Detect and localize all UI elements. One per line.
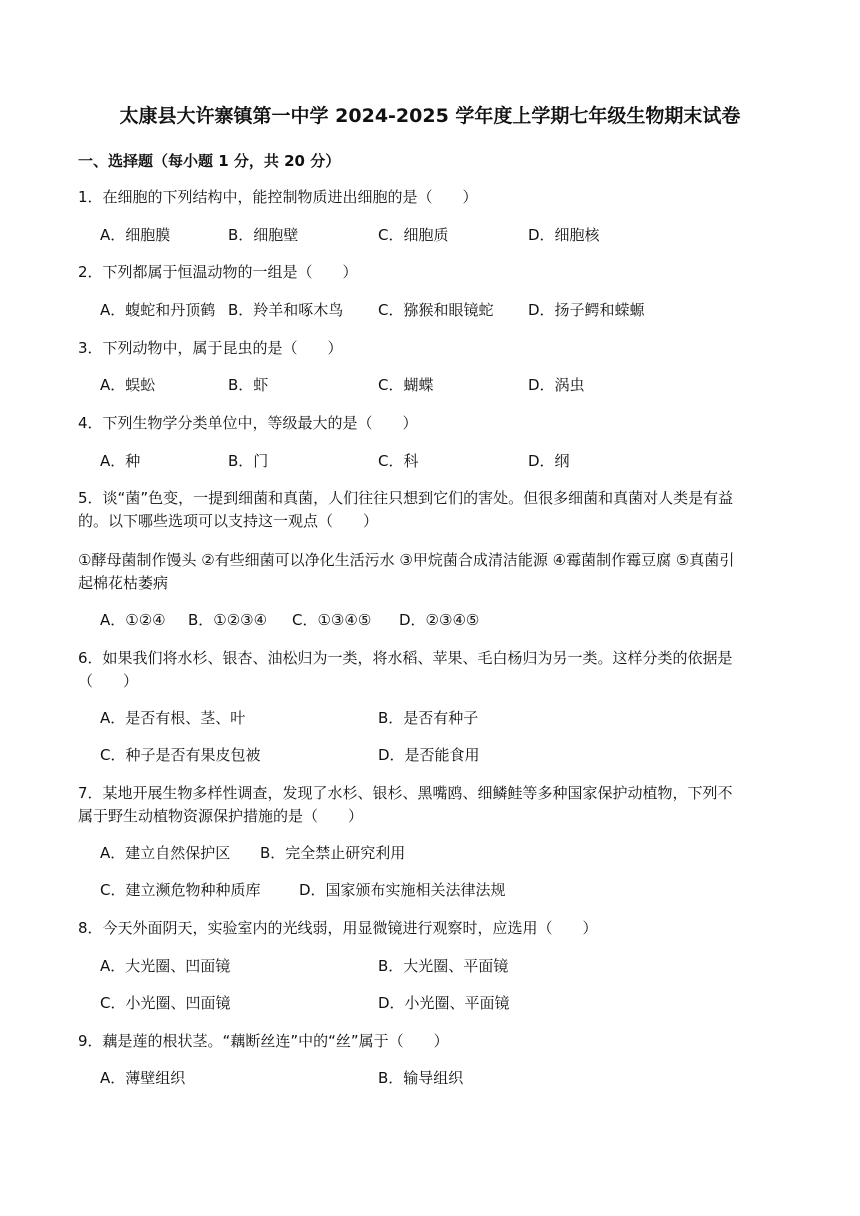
question-5-stem-line-1: 5．谈“菌”色变，一提到细菌和真菌，人们往往只想到它们的害处。但很多细菌和真菌对人类是有益 (78, 489, 734, 507)
q7-option-a: A．建立自然保护区 (100, 844, 231, 862)
q1-option-d: D．细胞核 (528, 226, 600, 244)
q1-option-a: A．细胞膜 (100, 226, 171, 244)
q6-option-d: D．是否能食用 (378, 746, 480, 764)
q3-option-a: A．蜈蚣 (100, 376, 156, 394)
question-6-stem-line-1: 6．如果我们将水杉、银杏、油松归为一类，将水稻、苹果、毛白杨归为另一类。这样分类的依据是 (78, 649, 733, 667)
question-1-stem: 1．在细胞的下列结构中，能控制物质进出细胞的是（ ） (78, 188, 478, 206)
question-3-stem: 3．下列动物中，属于昆虫的是（ ） (78, 339, 343, 357)
question-8-stem: 8．今天外面阴天，实验室内的光线弱，用显微镜进行观察时，应选用（ ） (78, 919, 598, 937)
section-heading: 一、选择题（每小题 1 分，共 20 分） (78, 152, 341, 170)
q3-option-b: B．虾 (228, 376, 269, 394)
q4-option-d: D．纲 (528, 452, 570, 470)
question-5-stem-line-2: 的。以下哪些选项可以支持这一观点（ ） (78, 512, 379, 530)
q6-option-c: C．种子是否有果皮包被 (100, 746, 261, 764)
q3-option-c: C．蝴蝶 (378, 376, 434, 394)
q9-option-a: A．薄壁组织 (100, 1069, 186, 1087)
q5-option-b: B．①②③④ (188, 611, 268, 629)
q1-option-b: B．细胞壁 (228, 226, 299, 244)
question-6-stem-line-2: （ ） (78, 672, 139, 690)
q7-option-d: D．国家颁布实施相关法律法规 (299, 881, 506, 899)
q1-option-c: C．细胞质 (378, 226, 449, 244)
q2-option-d: D．扬子鳄和蝾螈 (528, 301, 645, 319)
q8-option-a: A．大光圈、凹面镜 (100, 957, 231, 975)
question-5-statements-line-2: 起棉花枯萎病 (78, 574, 169, 592)
q5-option-a: A．①②④ (100, 611, 166, 629)
q6-option-b: B．是否有种子 (378, 709, 479, 727)
q8-option-c: C．小光圈、凹面镜 (100, 994, 231, 1012)
question-5-statements-line-1: ①酵母菌制作馒头 ②有些细菌可以净化生活污水 ③甲烷菌合成清洁能源 ④霉菌制作霉豆腐 ⑤真菌引 (78, 551, 735, 569)
question-9-stem: 9．藕是莲的根状茎。“藕断丝连”中的“丝”属于（ ） (78, 1032, 449, 1050)
q8-option-b: B．大光圈、平面镜 (378, 957, 509, 975)
q2-option-a: A．蝮蛇和丹顶鹤 (100, 301, 216, 319)
question-4-stem: 4．下列生物学分类单位中，等级最大的是（ ） (78, 414, 418, 432)
question-7-stem-line-1: 7．某地开展生物多样性调查，发现了水杉、银杉、黑嘴鸥、细鳞鲑等多种国家保护动植物，下列不 (78, 784, 733, 802)
q7-option-b: B．完全禁止研究利用 (260, 844, 406, 862)
q2-option-b: B．羚羊和啄木鸟 (228, 301, 344, 319)
page-title: 太康县大许寨镇第一中学 2024-2025 学年度上学期七年级生物期末试卷 (119, 105, 741, 127)
question-7-stem-line-2: 属于野生动植物资源保护措施的是（ ） (78, 807, 364, 825)
q9-option-b: B．输导组织 (378, 1069, 464, 1087)
q5-option-c: C．①③④⑤ (292, 611, 372, 629)
q3-option-d: D．涡虫 (528, 376, 585, 394)
q2-option-c: C．猕猴和眼镜蛇 (378, 301, 494, 319)
question-2-stem: 2．下列都属于恒温动物的一组是（ ） (78, 263, 358, 281)
q5-option-d: D．②③④⑤ (399, 611, 480, 629)
q7-option-c: C．建立濒危物种种质库 (100, 881, 261, 899)
q4-option-b: B．门 (228, 452, 269, 470)
q4-option-a: A．种 (100, 452, 141, 470)
q8-option-d: D．小光圈、平面镜 (378, 994, 510, 1012)
q6-option-a: A．是否有根、茎、叶 (100, 709, 246, 727)
q4-option-c: C．科 (378, 452, 419, 470)
